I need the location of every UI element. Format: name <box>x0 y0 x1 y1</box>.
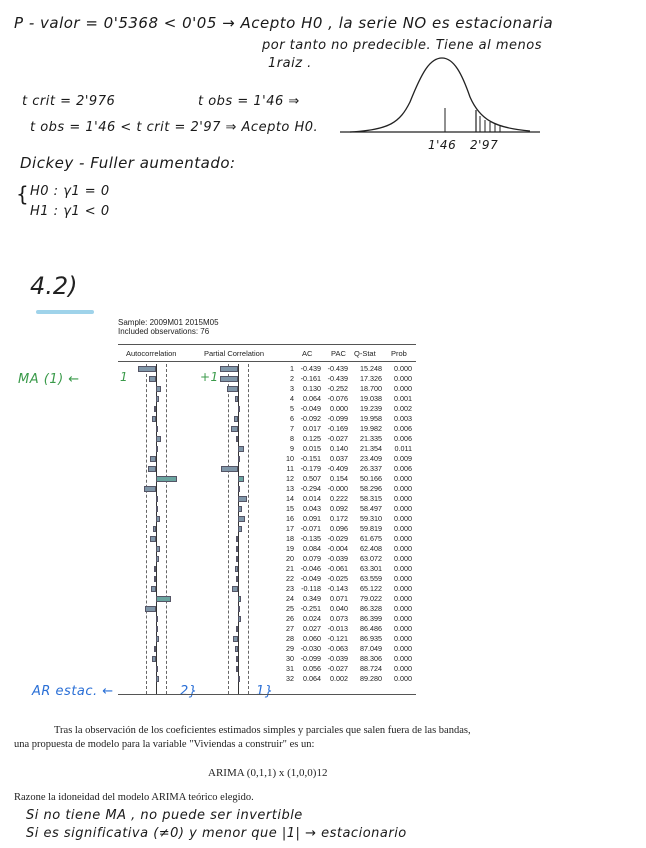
lag-cell: 1 <box>290 364 294 373</box>
caption-text <box>14 724 484 752</box>
note-ar-mark-1: 2} <box>180 684 198 699</box>
ac-cell: -0.251 <box>300 604 321 613</box>
pac-cell: -0.063 <box>327 644 348 653</box>
prob-cell: 0.000 <box>394 674 412 683</box>
pac-bar <box>238 676 240 682</box>
lag-cell: 18 <box>286 534 294 543</box>
lag-cell: 25 <box>286 604 294 613</box>
pac-bar <box>238 406 240 412</box>
pac-bar <box>220 366 238 372</box>
ac-bar <box>156 496 158 502</box>
pac-bar <box>221 466 238 472</box>
ac-cell: 0.507 <box>303 474 321 483</box>
qstat-cell: 86.486 <box>360 624 382 633</box>
ac-bar <box>154 646 156 652</box>
lag-cell: 26 <box>286 614 294 623</box>
header-autocorrelation: Autocorrelation <box>126 349 177 358</box>
qstat-cell: 88.306 <box>360 654 382 663</box>
ac-cell: -0.030 <box>300 644 321 653</box>
ac-cell: -0.179 <box>300 464 321 473</box>
qstat-cell: 59.819 <box>360 524 382 533</box>
answer-line-2: Si es significativa (≠0) y menor que |1| → estacionario <box>26 826 407 841</box>
pac-bar <box>238 616 241 622</box>
lag-cell: 17 <box>286 524 294 533</box>
pac-cell: -0.121 <box>327 634 348 643</box>
lag-cell: 14 <box>286 494 294 503</box>
prob-cell: 0.006 <box>394 434 412 443</box>
pac-cell: 0.096 <box>330 524 348 533</box>
lag-cell: 2 <box>290 374 294 383</box>
ac-cell: -0.439 <box>300 364 321 373</box>
table-row <box>118 484 416 494</box>
lag-cell: 22 <box>286 574 294 583</box>
ac-bar <box>156 436 161 442</box>
header-pac: PAC <box>331 349 346 358</box>
table-row <box>118 594 416 604</box>
qstat-cell: 59.310 <box>360 514 382 523</box>
qstat-cell: 19.982 <box>360 424 382 433</box>
question-text: Razone la idoneidad del modelo ARIMA teórico elegido. <box>14 792 254 803</box>
pac-cell: 0.140 <box>330 444 348 453</box>
lag-cell: 6 <box>290 414 294 423</box>
qstat-cell: 86.399 <box>360 614 382 623</box>
pac-bar <box>234 416 238 422</box>
qstat-cell: 63.559 <box>360 574 382 583</box>
table-row <box>118 574 416 584</box>
prob-cell: 0.000 <box>394 664 412 673</box>
ac-cell: 0.130 <box>303 384 321 393</box>
pac-cell: -0.004 <box>327 544 348 553</box>
note-adf-title: Dickey - Fuller aumentado: <box>20 154 236 172</box>
pac-bar <box>236 536 238 542</box>
table-row <box>118 444 416 454</box>
note-ma-mark-2: +1 <box>200 370 219 384</box>
note-compare: t obs = 1'46 < t crit = 2'97 ⇒ Acepto H0. <box>30 120 319 135</box>
prob-cell: 0.003 <box>394 414 412 423</box>
pac-cell: -0.143 <box>327 584 348 593</box>
ac-bar <box>154 576 156 582</box>
note-h0: H0 : γ1 = 0 <box>30 184 110 199</box>
pac-bar <box>238 606 240 612</box>
note-root-line: 1raiz . <box>268 56 312 71</box>
table-row <box>118 404 416 414</box>
pac-cell: -0.252 <box>327 384 348 393</box>
ac-cell: -0.071 <box>300 524 321 533</box>
ac-cell: 0.017 <box>303 424 321 433</box>
correlogram-body <box>118 364 416 695</box>
prob-cell: 0.000 <box>394 544 412 553</box>
pac-cell: -0.039 <box>327 654 348 663</box>
ac-bar <box>156 556 159 562</box>
pac-bar <box>238 526 242 532</box>
section-title: 4.2) <box>30 272 78 300</box>
prob-cell: 0.000 <box>394 574 412 583</box>
ac-cell: 0.064 <box>303 674 321 683</box>
table-row <box>118 564 416 574</box>
note-tcrit: t crit = 2'976 <box>22 94 116 109</box>
lag-cell: 23 <box>286 584 294 593</box>
prob-cell: 0.000 <box>394 524 412 533</box>
qstat-cell: 50.166 <box>360 474 382 483</box>
ac-cell: 0.027 <box>303 624 321 633</box>
ac-bar <box>148 466 156 472</box>
ac-cell: 0.024 <box>303 614 321 623</box>
ac-bar <box>152 656 156 662</box>
pac-cell: -0.061 <box>327 564 348 573</box>
pac-bar <box>238 506 242 512</box>
table-row <box>118 374 416 384</box>
ac-bar <box>156 546 160 552</box>
table-row <box>118 504 416 514</box>
ac-bar <box>149 376 156 382</box>
ac-bar <box>150 536 156 542</box>
pac-cell: -0.039 <box>327 554 348 563</box>
table-row <box>118 544 416 554</box>
ac-cell: 0.084 <box>303 544 321 553</box>
ac-bar <box>156 636 159 642</box>
pac-bar <box>238 456 240 462</box>
lag-cell: 13 <box>286 484 294 493</box>
ac-bar <box>153 526 156 532</box>
table-row <box>118 454 416 464</box>
qstat-cell: 65.122 <box>360 584 382 593</box>
lag-cell: 9 <box>290 444 294 453</box>
pac-cell: 0.040 <box>330 604 348 613</box>
prob-cell: 0.000 <box>394 554 412 563</box>
ac-cell: -0.049 <box>300 574 321 583</box>
table-row <box>118 364 416 374</box>
ac-bar <box>151 586 156 592</box>
prob-cell: 0.000 <box>394 384 412 393</box>
table-row <box>118 614 416 624</box>
correlogram-table <box>118 318 416 683</box>
ac-cell: -0.161 <box>300 374 321 383</box>
table-row <box>118 464 416 474</box>
arima-formula: ARIMA (0,1,1) x (1,0,0)12 <box>208 767 328 779</box>
pac-cell: 0.172 <box>330 514 348 523</box>
pac-cell: -0.409 <box>327 464 348 473</box>
table-row <box>118 394 416 404</box>
qstat-cell: 23.409 <box>360 454 382 463</box>
lag-cell: 4 <box>290 394 294 403</box>
qstat-cell: 17.326 <box>360 374 382 383</box>
lag-cell: 11 <box>286 464 294 473</box>
pac-cell: 0.073 <box>330 614 348 623</box>
table-row <box>118 674 416 684</box>
prob-cell: 0.006 <box>394 464 412 473</box>
ac-cell: -0.046 <box>300 564 321 573</box>
ac-bar <box>154 566 156 572</box>
qstat-cell: 63.301 <box>360 564 382 573</box>
pac-bar <box>238 516 245 522</box>
qstat-cell: 19.038 <box>360 394 382 403</box>
pac-bar <box>238 596 241 602</box>
pac-bar <box>231 426 238 432</box>
prob-cell: 0.000 <box>394 494 412 503</box>
ac-bar <box>156 426 158 432</box>
prob-cell: 0.000 <box>394 474 412 483</box>
qstat-cell: 15.248 <box>360 364 382 373</box>
table-row <box>118 554 416 564</box>
sample-text: Sample: 2009M01 2015M05 <box>118 318 219 327</box>
pac-bar <box>235 646 238 652</box>
table-row <box>118 654 416 664</box>
ac-bar <box>138 366 156 372</box>
pac-cell: -0.013 <box>327 624 348 633</box>
prob-cell: 0.006 <box>394 424 412 433</box>
pac-cell: -0.025 <box>327 574 348 583</box>
observations-text: Included observations: 76 <box>118 327 210 336</box>
pac-bar <box>238 476 244 482</box>
ac-bar <box>154 406 156 412</box>
answer-line-1: Si no tiene MA , no puede ser invertible <box>26 808 303 823</box>
qstat-cell: 58.497 <box>360 504 382 513</box>
qstat-cell: 19.239 <box>360 404 382 413</box>
ac-bar <box>156 666 158 672</box>
note-ma1: MA (1) ← <box>18 372 80 387</box>
qstat-cell: 61.675 <box>360 534 382 543</box>
header-ac: AC <box>302 349 313 358</box>
table-row <box>118 644 416 654</box>
prob-cell: 0.000 <box>394 604 412 613</box>
ac-bar <box>156 446 158 452</box>
table-row <box>118 604 416 614</box>
qstat-cell: 62.408 <box>360 544 382 553</box>
prob-cell: 0.011 <box>394 444 412 453</box>
table-row <box>118 584 416 594</box>
pac-cell: -0.169 <box>327 424 348 433</box>
pac-cell: 0.000 <box>330 404 348 413</box>
prob-cell: 0.000 <box>394 584 412 593</box>
pac-bar <box>238 446 244 452</box>
pac-bar <box>236 666 238 672</box>
lag-cell: 20 <box>286 554 294 563</box>
ac-bar <box>156 476 177 482</box>
pac-bar <box>220 376 238 382</box>
prob-cell: 0.000 <box>394 614 412 623</box>
caption-paragraph: Tras la observación de los coeficientes estimados simples y parciales que salen fuera de las bandas, una propuesta de modelo para la variable "Viviendas a construir" es un: <box>14 725 471 750</box>
prob-cell: 0.000 <box>394 594 412 603</box>
pac-bar <box>233 636 238 642</box>
ac-cell: -0.151 <box>300 454 321 463</box>
lag-cell: 31 <box>286 664 294 673</box>
prob-cell: 0.000 <box>394 644 412 653</box>
note-predictable-line: por tanto no predecible. Tiene al menos <box>262 38 542 53</box>
pac-cell: -0.439 <box>327 374 348 383</box>
qstat-cell: 89.280 <box>360 674 382 683</box>
pac-cell: -0.029 <box>327 534 348 543</box>
ac-bar <box>156 386 161 392</box>
pac-cell: 0.037 <box>330 454 348 463</box>
pac-cell: -0.000 <box>327 484 348 493</box>
lag-cell: 19 <box>286 544 294 553</box>
pac-bar <box>238 486 240 492</box>
table-row <box>118 624 416 634</box>
pac-bar <box>236 546 238 552</box>
note-ar-mark-2: 1} <box>256 684 274 699</box>
pac-bar <box>236 436 238 442</box>
lag-cell: 15 <box>286 504 294 513</box>
note-h1: H1 : γ1 < 0 <box>30 204 110 219</box>
prob-cell: 0.000 <box>394 534 412 543</box>
ac-bar <box>152 416 156 422</box>
qstat-cell: 21.354 <box>360 444 382 453</box>
pac-cell: 0.154 <box>330 474 348 483</box>
pac-bar <box>238 496 247 502</box>
pac-cell: -0.076 <box>327 394 348 403</box>
ac-cell: 0.079 <box>303 554 321 563</box>
ac-cell: 0.091 <box>303 514 321 523</box>
lag-cell: 30 <box>286 654 294 663</box>
table-row <box>118 634 416 644</box>
section-underline <box>36 310 94 314</box>
ac-cell: -0.135 <box>300 534 321 543</box>
lag-cell: 16 <box>286 514 294 523</box>
lag-cell: 10 <box>286 454 294 463</box>
header-partial: Partial Correlation <box>204 349 265 358</box>
pac-cell: 0.071 <box>330 594 348 603</box>
table-row <box>118 384 416 394</box>
ac-cell: 0.060 <box>303 634 321 643</box>
lag-cell: 28 <box>286 634 294 643</box>
qstat-cell: 87.049 <box>360 644 382 653</box>
header-qstat: Q-Stat <box>354 349 376 358</box>
qstat-cell: 88.724 <box>360 664 382 673</box>
table-row <box>118 494 416 504</box>
qstat-cell: 86.328 <box>360 604 382 613</box>
pac-bar <box>235 566 238 572</box>
bell-label-tobs: 1'46 <box>428 138 457 152</box>
prob-cell: 0.009 <box>394 454 412 463</box>
table-row <box>118 514 416 524</box>
ac-cell: -0.294 <box>300 484 321 493</box>
ac-bar <box>156 596 171 602</box>
table-row <box>118 434 416 444</box>
prob-cell: 0.000 <box>394 624 412 633</box>
qstat-cell: 18.700 <box>360 384 382 393</box>
pac-bar <box>236 626 238 632</box>
ac-cell: -0.118 <box>301 584 321 593</box>
lag-cell: 24 <box>286 594 294 603</box>
ac-bar <box>156 396 159 402</box>
lag-cell: 27 <box>286 624 294 633</box>
prob-cell: 0.000 <box>394 374 412 383</box>
pac-bar <box>232 586 238 592</box>
prob-cell: 0.000 <box>394 484 412 493</box>
ac-bar <box>156 516 160 522</box>
prob-cell: 0.000 <box>394 364 412 373</box>
qstat-cell: 63.072 <box>360 554 382 563</box>
pac-cell: -0.027 <box>327 664 348 673</box>
qstat-cell: 21.335 <box>360 434 382 443</box>
qstat-cell: 26.337 <box>360 464 382 473</box>
bell-curve-sketch <box>330 52 550 152</box>
note-pvalue-line: P - valor = 0'5368 < 0'05 → Acepto H0 , la serie NO es estacionaria <box>14 14 554 32</box>
table-row <box>118 424 416 434</box>
note-ar-estac: AR estac. ← <box>32 684 114 699</box>
ac-cell: 0.043 <box>303 504 321 513</box>
prob-cell: 0.000 <box>394 654 412 663</box>
prob-cell: 0.000 <box>394 504 412 513</box>
table-row <box>118 414 416 424</box>
lag-cell: 12 <box>286 474 294 483</box>
table-row <box>118 474 416 484</box>
lag-cell: 32 <box>286 674 294 683</box>
brace-icon: { <box>16 182 30 206</box>
qstat-cell: 19.958 <box>360 414 382 423</box>
pac-bar <box>227 386 238 392</box>
prob-cell: 0.000 <box>394 564 412 573</box>
lag-cell: 5 <box>290 404 294 413</box>
qstat-cell: 86.935 <box>360 634 382 643</box>
ac-cell: -0.092 <box>300 414 321 423</box>
lag-cell: 29 <box>286 644 294 653</box>
lag-cell: 8 <box>290 434 294 443</box>
qstat-cell: 58.315 <box>360 494 382 503</box>
prob-cell: 0.000 <box>394 634 412 643</box>
ac-cell: 0.349 <box>303 594 321 603</box>
qstat-cell: 79.022 <box>360 594 382 603</box>
pac-bar <box>236 556 238 562</box>
table-row <box>118 664 416 674</box>
pac-cell: -0.099 <box>327 414 348 423</box>
prob-cell: 0.001 <box>394 394 412 403</box>
pac-cell: 0.092 <box>330 504 348 513</box>
table-row <box>118 534 416 544</box>
pac-bar <box>236 656 238 662</box>
prob-cell: 0.000 <box>394 514 412 523</box>
pac-cell: 0.222 <box>330 494 348 503</box>
pac-cell: 0.002 <box>330 674 348 683</box>
ac-cell: 0.056 <box>303 664 321 673</box>
lag-cell: 3 <box>290 384 294 393</box>
lag-cell: 21 <box>286 564 294 573</box>
ac-bar <box>150 456 156 462</box>
qstat-cell: 58.296 <box>360 484 382 493</box>
pac-cell: -0.027 <box>327 434 348 443</box>
table-row <box>118 524 416 534</box>
pac-bar <box>236 576 238 582</box>
header-prob: Prob <box>391 349 407 358</box>
ac-cell: -0.049 <box>300 404 321 413</box>
pac-cell: -0.439 <box>327 364 348 373</box>
ac-cell: 0.064 <box>303 394 321 403</box>
ac-bar <box>156 506 158 512</box>
ac-bar <box>145 606 156 612</box>
note-ma-mark-1: 1 <box>120 370 129 384</box>
ac-cell: 0.014 <box>303 494 321 503</box>
lag-cell: 7 <box>290 424 294 433</box>
ac-bar <box>156 616 158 622</box>
bell-label-tcrit: 2'97 <box>470 138 499 152</box>
ac-cell: -0.099 <box>300 654 321 663</box>
ac-bar <box>156 676 159 682</box>
note-tobs: t obs = 1'46 ⇒ <box>198 94 300 109</box>
pac-bar <box>235 396 238 402</box>
ac-bar <box>156 626 158 632</box>
ac-bar <box>144 486 156 492</box>
ac-cell: 0.015 <box>303 444 321 453</box>
ac-cell: 0.125 <box>303 434 321 443</box>
correlogram-header <box>118 344 416 362</box>
prob-cell: 0.002 <box>394 404 412 413</box>
